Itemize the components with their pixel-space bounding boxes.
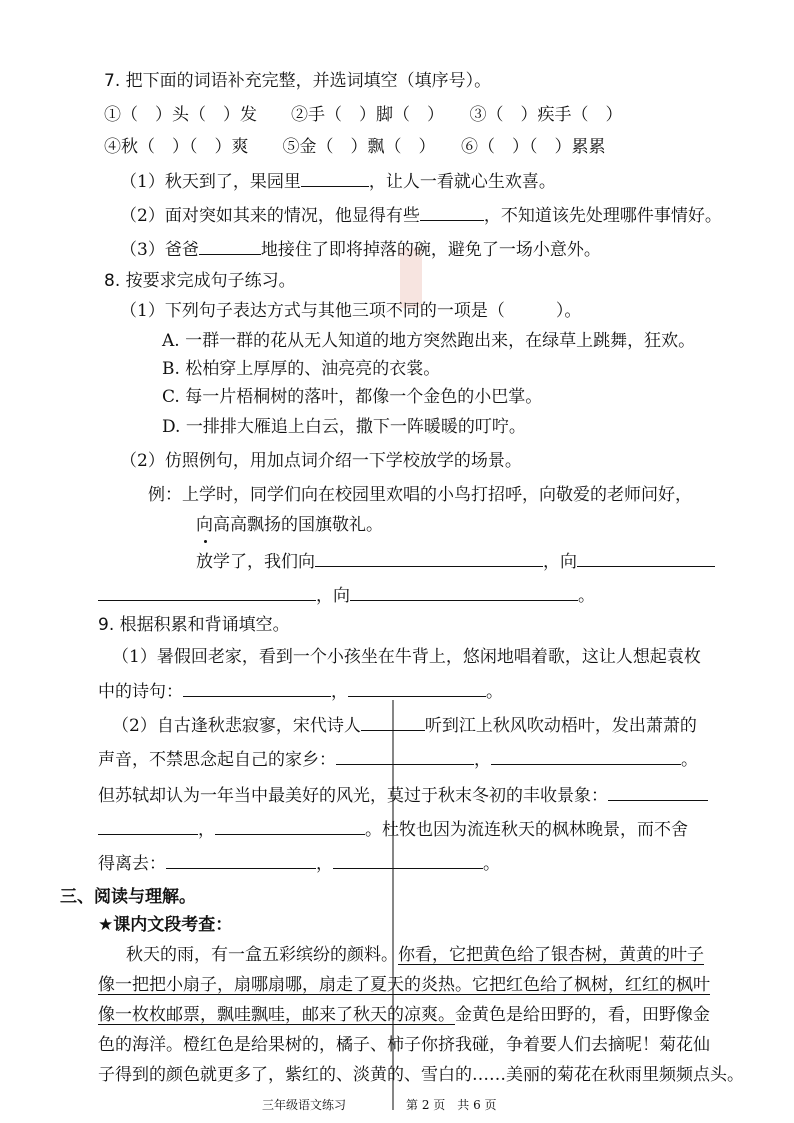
q8-option-d[interactable]: D. 一排排大雁追上白云，撒下一阵暖暖的叮咛。	[162, 417, 526, 437]
q9-p2-period1: 。	[681, 750, 698, 770]
passage-l2-b: 它把红色给了枫树，红红的枫叶	[472, 975, 710, 995]
passage-l3-b: 金黄色是给田野的，看，田野像金	[455, 1005, 710, 1025]
q8-write-line1	[196, 550, 715, 573]
section3-title: 三、阅读与理解。	[60, 887, 196, 907]
q9-p2-comma2: ，	[198, 820, 215, 840]
q9-p1-period: 。	[486, 682, 503, 702]
footer-title: 三年级语文练习	[262, 1098, 347, 1112]
q9-p1-comma: ，	[331, 682, 348, 702]
passage-line2	[98, 974, 710, 996]
passage-l3-a: 像一枚枚邮票，飘哇飘哇，邮来了秋天的凉爽。	[98, 1005, 455, 1025]
emphasis-dot	[204, 540, 207, 543]
q9-p2-blank7[interactable]	[333, 852, 483, 869]
q7-sentence2	[120, 204, 722, 227]
q9-p2-comma3: ，	[316, 854, 333, 874]
q8-option-c[interactable]: C. 每一片梧桐树的落叶，都像一个金色的小巴掌。	[162, 387, 543, 407]
q9-p2-blank2[interactable]	[491, 748, 681, 765]
q8-write-blank3[interactable]	[98, 584, 316, 601]
passage-line5: 子得到的颜色就更多了，紫红的、淡黄的、雪白的……美丽的菊花在秋雨里频频点头。	[98, 1065, 744, 1085]
q9-p2-text-b: 听到江上秋风吹动梧叶，发出萧萧的	[424, 716, 697, 736]
q9-part1-line2	[98, 680, 503, 703]
q7-sentence3	[120, 238, 601, 261]
q9-title: 9. 根据积累和背诵填空。	[98, 615, 290, 635]
q9-p2-blank3[interactable]	[608, 784, 708, 801]
q9-part2-line3	[98, 784, 708, 807]
q7-s3-blank[interactable]	[199, 238, 261, 255]
q8-write-blank2[interactable]	[577, 550, 715, 567]
q9-part2-line5	[98, 852, 500, 875]
q9-p2-comma1: ，	[474, 750, 491, 770]
passage-line3	[98, 1004, 710, 1026]
q9-p2-period3: 。	[483, 854, 500, 874]
q7-s3-text-b: 地接住了即将掉落的碗，避免了一场小意外。	[260, 240, 601, 260]
q9-p2-period2: 。	[365, 820, 382, 840]
q8-option-b[interactable]: B. 松柏穿上厚厚的、油亮亮的衣裳。	[162, 359, 441, 379]
q8-title: 8. 按要求完成句子练习。	[104, 271, 296, 291]
q7-title: 7. 把下面的词语补充完整，并选词填空（填序号）。	[104, 71, 492, 91]
q8-example-line1: 例：上学时，同学们向在校园里欢唱的小鸟打招呼，向敬爱的老师问好，	[148, 485, 692, 505]
q9-p2-text-c: 声音，不禁思念起自己的家乡：	[98, 750, 336, 770]
q9-p1-blank2[interactable]	[348, 680, 486, 697]
passage-line1	[126, 944, 704, 966]
passage-l1-b: 你看，它把黄色给了银杏树，黄黄的叶子	[398, 945, 704, 965]
q9-p2-text-d: 但苏轼却认为一年当中最美好的风光，莫过于秋末冬初的丰收景象：	[98, 786, 608, 806]
section3-subtitle: ★课内文段考查：	[98, 915, 233, 935]
q9-part2-line1	[112, 714, 697, 737]
q9-p2-text-f: 得离去：	[98, 854, 166, 874]
q9-p2-blank4[interactable]	[98, 818, 198, 835]
q9-p2-text-a: （2）自古逢秋悲寂寥，宋代诗人	[112, 716, 361, 736]
q9-p2-blank1[interactable]	[336, 748, 474, 765]
q8-option-a[interactable]: A. 一群一群的花从无人知道的地方突然跑出来，在绿草上跳舞，狂欢。	[162, 331, 696, 351]
q9-part2-line4	[98, 818, 688, 841]
q7-s2-text-b: ，不知道该先处理哪件事情好。	[483, 206, 722, 226]
q7-s2-blank[interactable]	[420, 204, 484, 221]
q9-p1-text: 中的诗句：	[98, 682, 183, 702]
footer-page-number: 第 2 页 共 6 页	[406, 1098, 497, 1112]
q7-s1-text-a: （1）秋天到了，果园里	[120, 172, 301, 192]
q8-example-line2: 向高高飘扬的国旗敬礼。	[196, 515, 383, 535]
q8-write-sep2: ，向	[316, 586, 350, 606]
q9-p2-poet-blank[interactable]	[361, 714, 425, 731]
q7-s3-text-a: （3）爸爸	[120, 240, 199, 260]
q8-part1: （1）下列句子表达方式与其他三项不同的一项是（ ）。	[120, 301, 582, 321]
q8-part2: （2）仿照例句，用加点词介绍一下学校放学的场景。	[120, 451, 522, 471]
q8-write-blank1[interactable]	[315, 550, 543, 567]
q9-p1-blank1[interactable]	[183, 680, 331, 697]
q7-words-row1: ①（ ）头（ ）发 ②手（ ）脚（ ） ③（ ）疾手（ ）	[104, 105, 623, 125]
q7-sentence1	[120, 170, 556, 193]
q7-s1-blank[interactable]	[301, 170, 369, 187]
q8-write-prefix: 放学了，我们向	[196, 552, 315, 572]
q9-p2-blank6[interactable]	[166, 852, 316, 869]
q9-p2-text-e: 杜牧也因为流连秋天的枫林晚景，而不舍	[382, 820, 688, 840]
q8-write-end: 。	[578, 586, 595, 606]
q9-part2-line2	[98, 748, 698, 771]
passage-l1-a: 秋天的雨，有一盒五彩缤纷的颜料。	[126, 945, 398, 965]
q9-p2-blank5[interactable]	[215, 818, 365, 835]
q9-part1-line1: （1）暑假回老家，看到一个小孩坐在牛背上，悠闲地唱着歌，这让人想起袁枚	[112, 647, 701, 667]
q7-words-row2: ④秋（ ）（ ）爽 ⑤金（ ）飘（ ） ⑥（ ）（ ）累累	[104, 137, 606, 157]
passage-line4: 色的海洋。橙红色是给果树的，橘子、柿子你挤我碰，争着要人们去摘呢！菊花仙	[98, 1035, 710, 1055]
q7-s2-text-a: （2）面对突如其来的情况，他显得有些	[120, 206, 420, 226]
q8-write-blank4[interactable]	[350, 584, 578, 601]
q8-write-sep1: ，向	[543, 552, 577, 572]
passage-l2-a: 像一把把小扇子，扇哪扇哪，扇走了夏天的炎热。	[98, 975, 472, 995]
q8-write-line2	[98, 584, 595, 607]
q7-s1-text-b: ，让人一看就心生欢喜。	[368, 172, 556, 192]
